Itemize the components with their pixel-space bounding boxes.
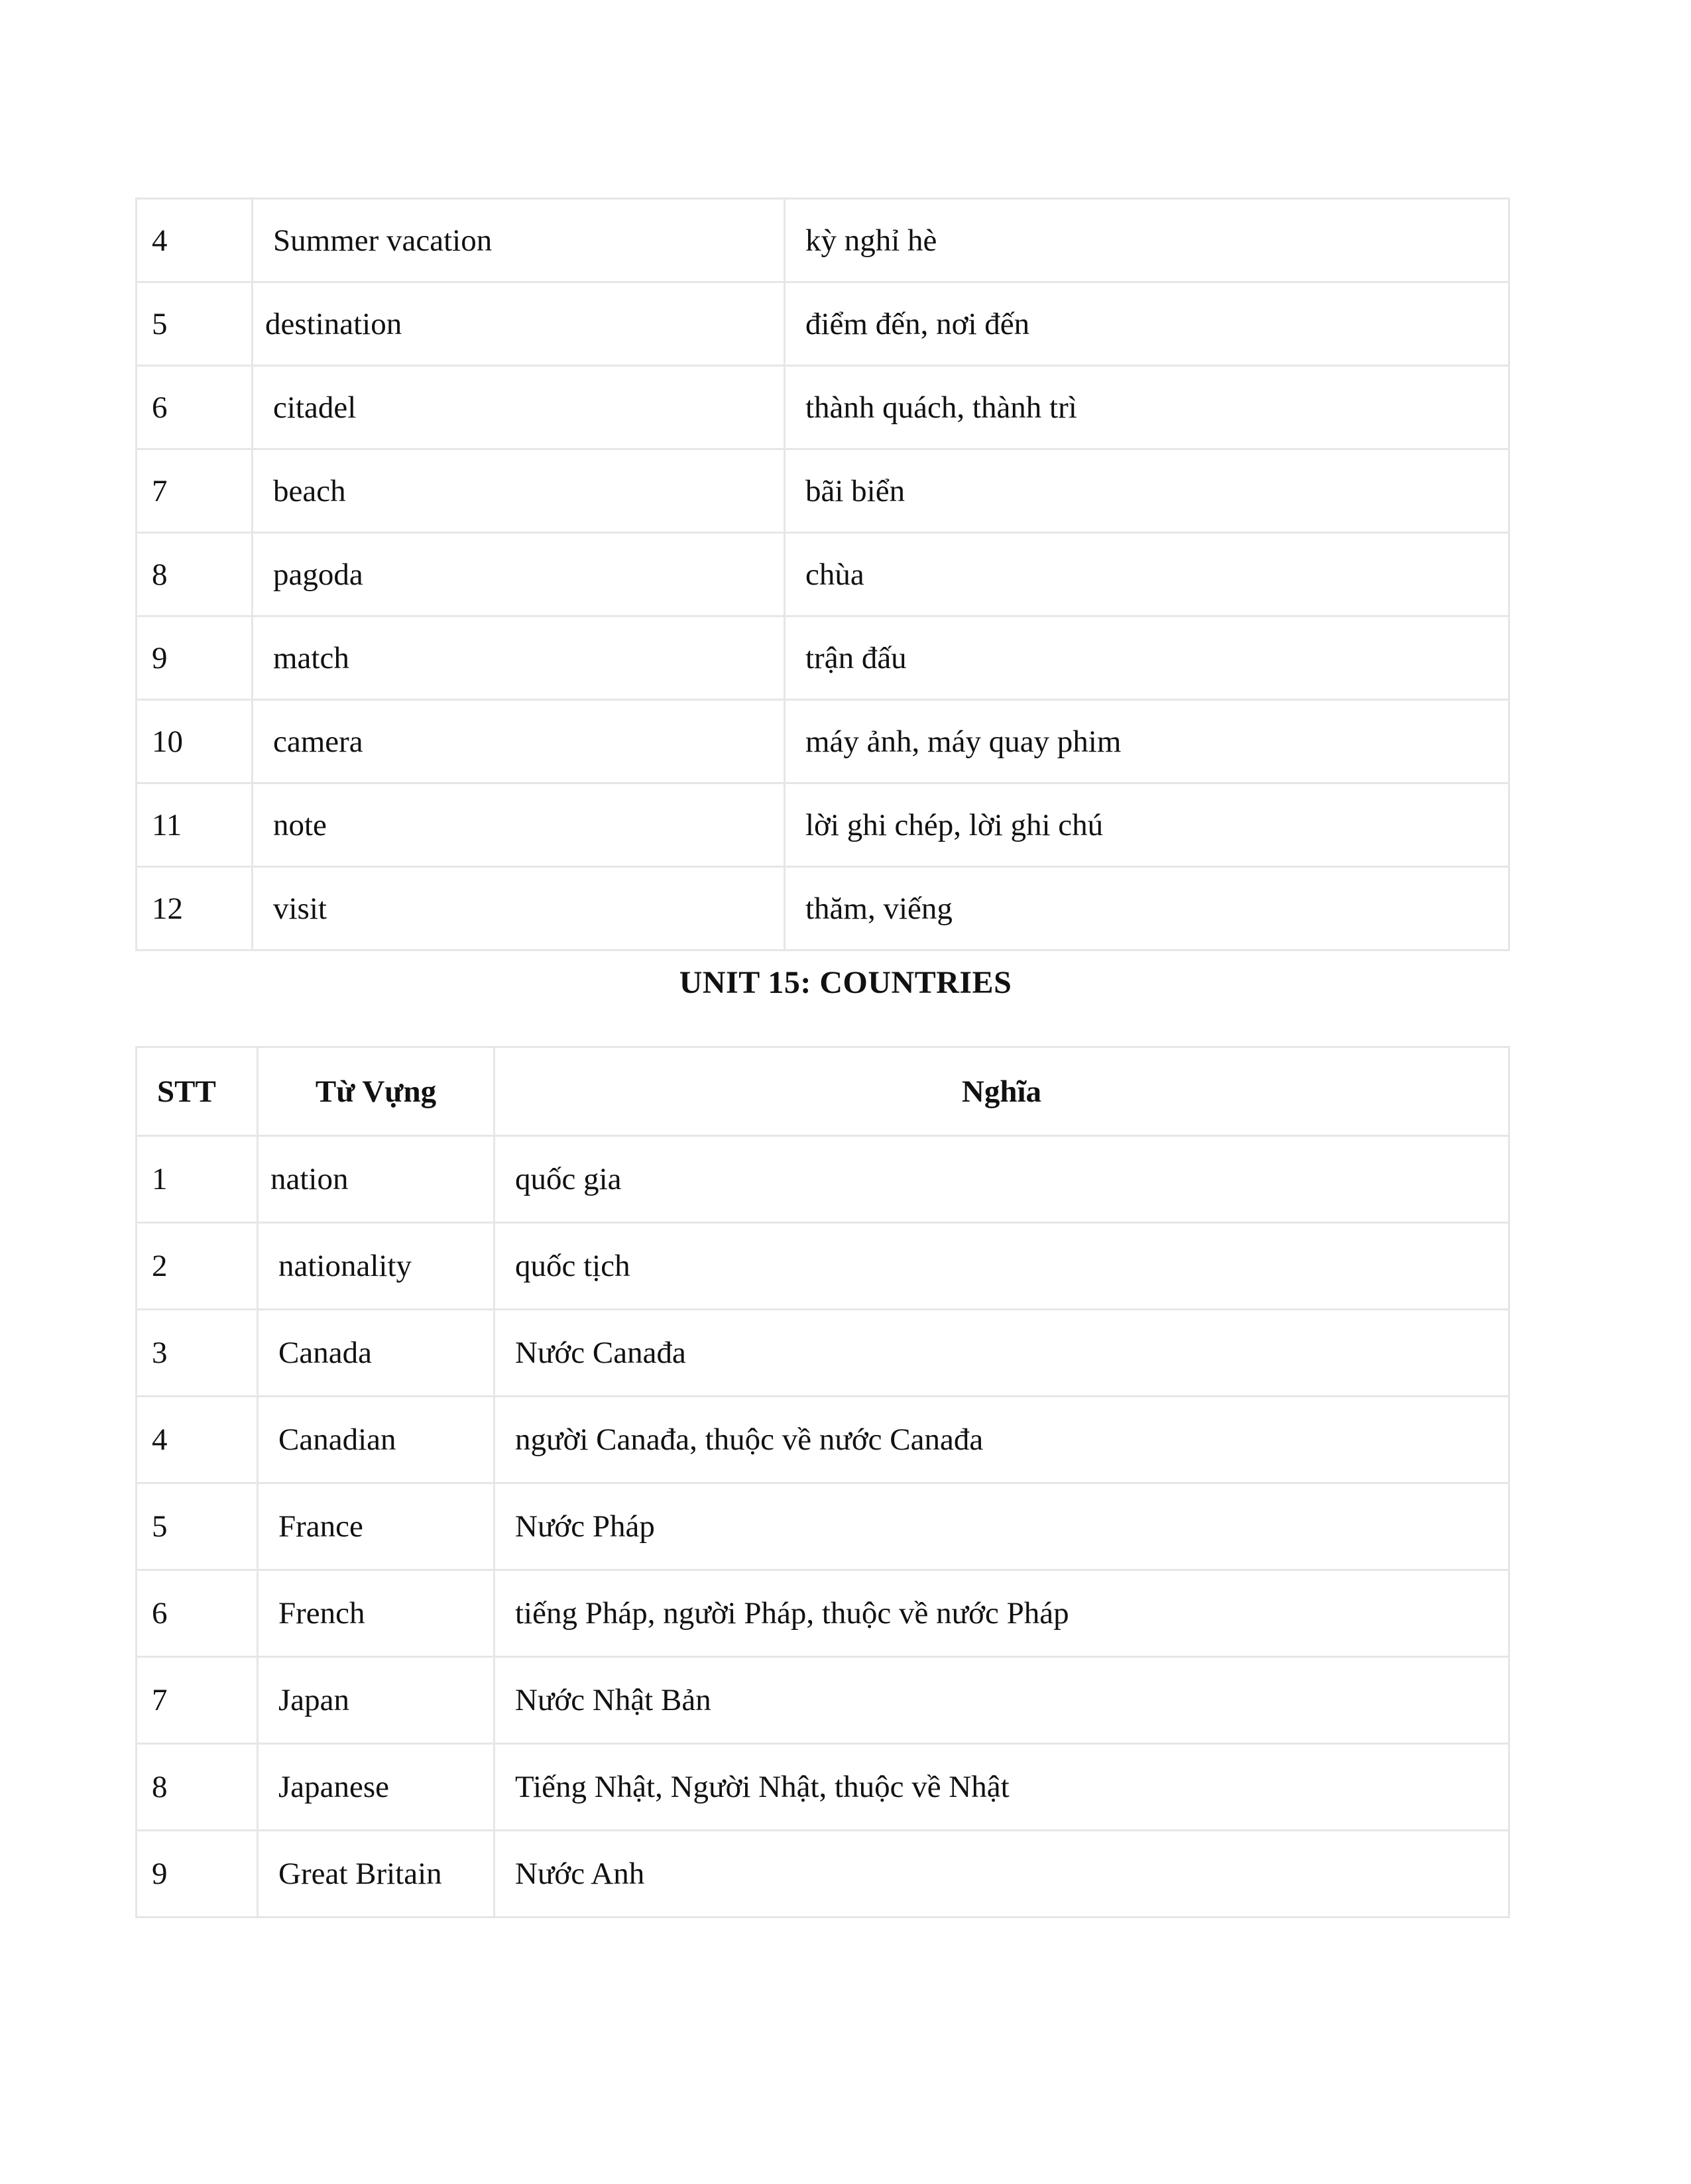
vocab-meaning: người Canađa, thuộc về nước Canađa [495,1397,1509,1483]
table-row [137,616,1509,700]
row-number: 7 [137,449,253,533]
row-number: 12 [137,867,253,950]
row-number: 2 [137,1223,258,1310]
vocab-word: note [253,783,785,867]
vocab-meaning: Nước Pháp [495,1483,1509,1570]
vocab-meaning: bãi biển [785,449,1509,533]
row-number: 9 [137,1831,258,1918]
table-row [137,783,1509,867]
row-number: 1 [137,1136,258,1223]
vocab-meaning: thăm, viếng [785,867,1509,950]
vocab-word: French [258,1570,495,1657]
table-row [137,1310,1509,1397]
table-row [137,366,1509,449]
vocab-meaning: máy ảnh, máy quay phim [785,700,1509,783]
vocab-word: visit [253,867,785,950]
table-row [137,1657,1509,1744]
table-row [137,1483,1509,1570]
table-row [137,1831,1509,1918]
vocab-meaning: trận đấu [785,616,1509,700]
vocab-meaning: Tiếng Nhật, Người Nhật, thuộc về Nhật [495,1744,1509,1831]
row-number: 5 [137,282,253,366]
vocab-word: match [253,616,785,700]
vocab-meaning: lời ghi chép, lời ghi chú [785,783,1509,867]
vocab-word: Japan [258,1657,495,1744]
header-vocabulary: Từ Vựng [258,1047,495,1136]
row-number: 8 [137,533,253,616]
vocab-meaning: Nước Nhật Bản [495,1657,1509,1744]
vocab-word: Summer vacation [253,199,785,282]
vocab-word: pagoda [253,533,785,616]
table-row [137,1744,1509,1831]
table-row [137,533,1509,616]
row-number: 4 [137,1397,258,1483]
vocab-meaning: quốc tịch [495,1223,1509,1310]
row-number: 6 [137,1570,258,1657]
row-number: 3 [137,1310,258,1397]
vocab-word: nation [258,1136,495,1223]
row-number: 6 [137,366,253,449]
table-header-row [137,1047,1509,1136]
vocab-word: France [258,1483,495,1570]
table-row [137,1223,1509,1310]
header-stt: STT [137,1047,258,1136]
table-row [137,1397,1509,1483]
row-number: 9 [137,616,253,700]
vocab-meaning: Nước Canađa [495,1310,1509,1397]
header-meaning: Nghĩa [495,1047,1509,1136]
vocab-meaning: kỳ nghỉ hè [785,199,1509,282]
vocab-word: nationality [258,1223,495,1310]
table-row [137,700,1509,783]
vocab-word: citadel [253,366,785,449]
table-row [137,1136,1509,1223]
vocab-meaning: tiếng Pháp, người Pháp, thuộc về nước Pháp [495,1570,1509,1657]
table-row [137,282,1509,366]
vocab-word: Great Britain [258,1831,495,1918]
table-row [137,449,1509,533]
row-number: 5 [137,1483,258,1570]
vocab-meaning: chùa [785,533,1509,616]
table-row [137,1570,1509,1657]
vocab-meaning: điểm đến, nơi đến [785,282,1509,366]
row-number: 10 [137,700,253,783]
vocab-word: destination [253,282,785,366]
table-row [137,199,1509,282]
vocab-meaning: Nước Anh [495,1831,1509,1918]
vocabulary-table-continued [135,198,1510,951]
row-number: 7 [137,1657,258,1744]
vocab-word: camera [253,700,785,783]
vocabulary-table-unit15 [135,1046,1510,1918]
vocab-word: Canada [258,1310,495,1397]
table-row [137,867,1509,950]
row-number: 4 [137,199,253,282]
vocab-word: beach [253,449,785,533]
vocab-meaning: thành quách, thành trì [785,366,1509,449]
row-number: 11 [137,783,253,867]
unit-title: UNIT 15: COUNTRIES [679,965,1012,1000]
vocab-word: Canadian [258,1397,495,1483]
vocab-word: Japanese [258,1744,495,1831]
row-number: 8 [137,1744,258,1831]
vocab-meaning: quốc gia [495,1136,1509,1223]
